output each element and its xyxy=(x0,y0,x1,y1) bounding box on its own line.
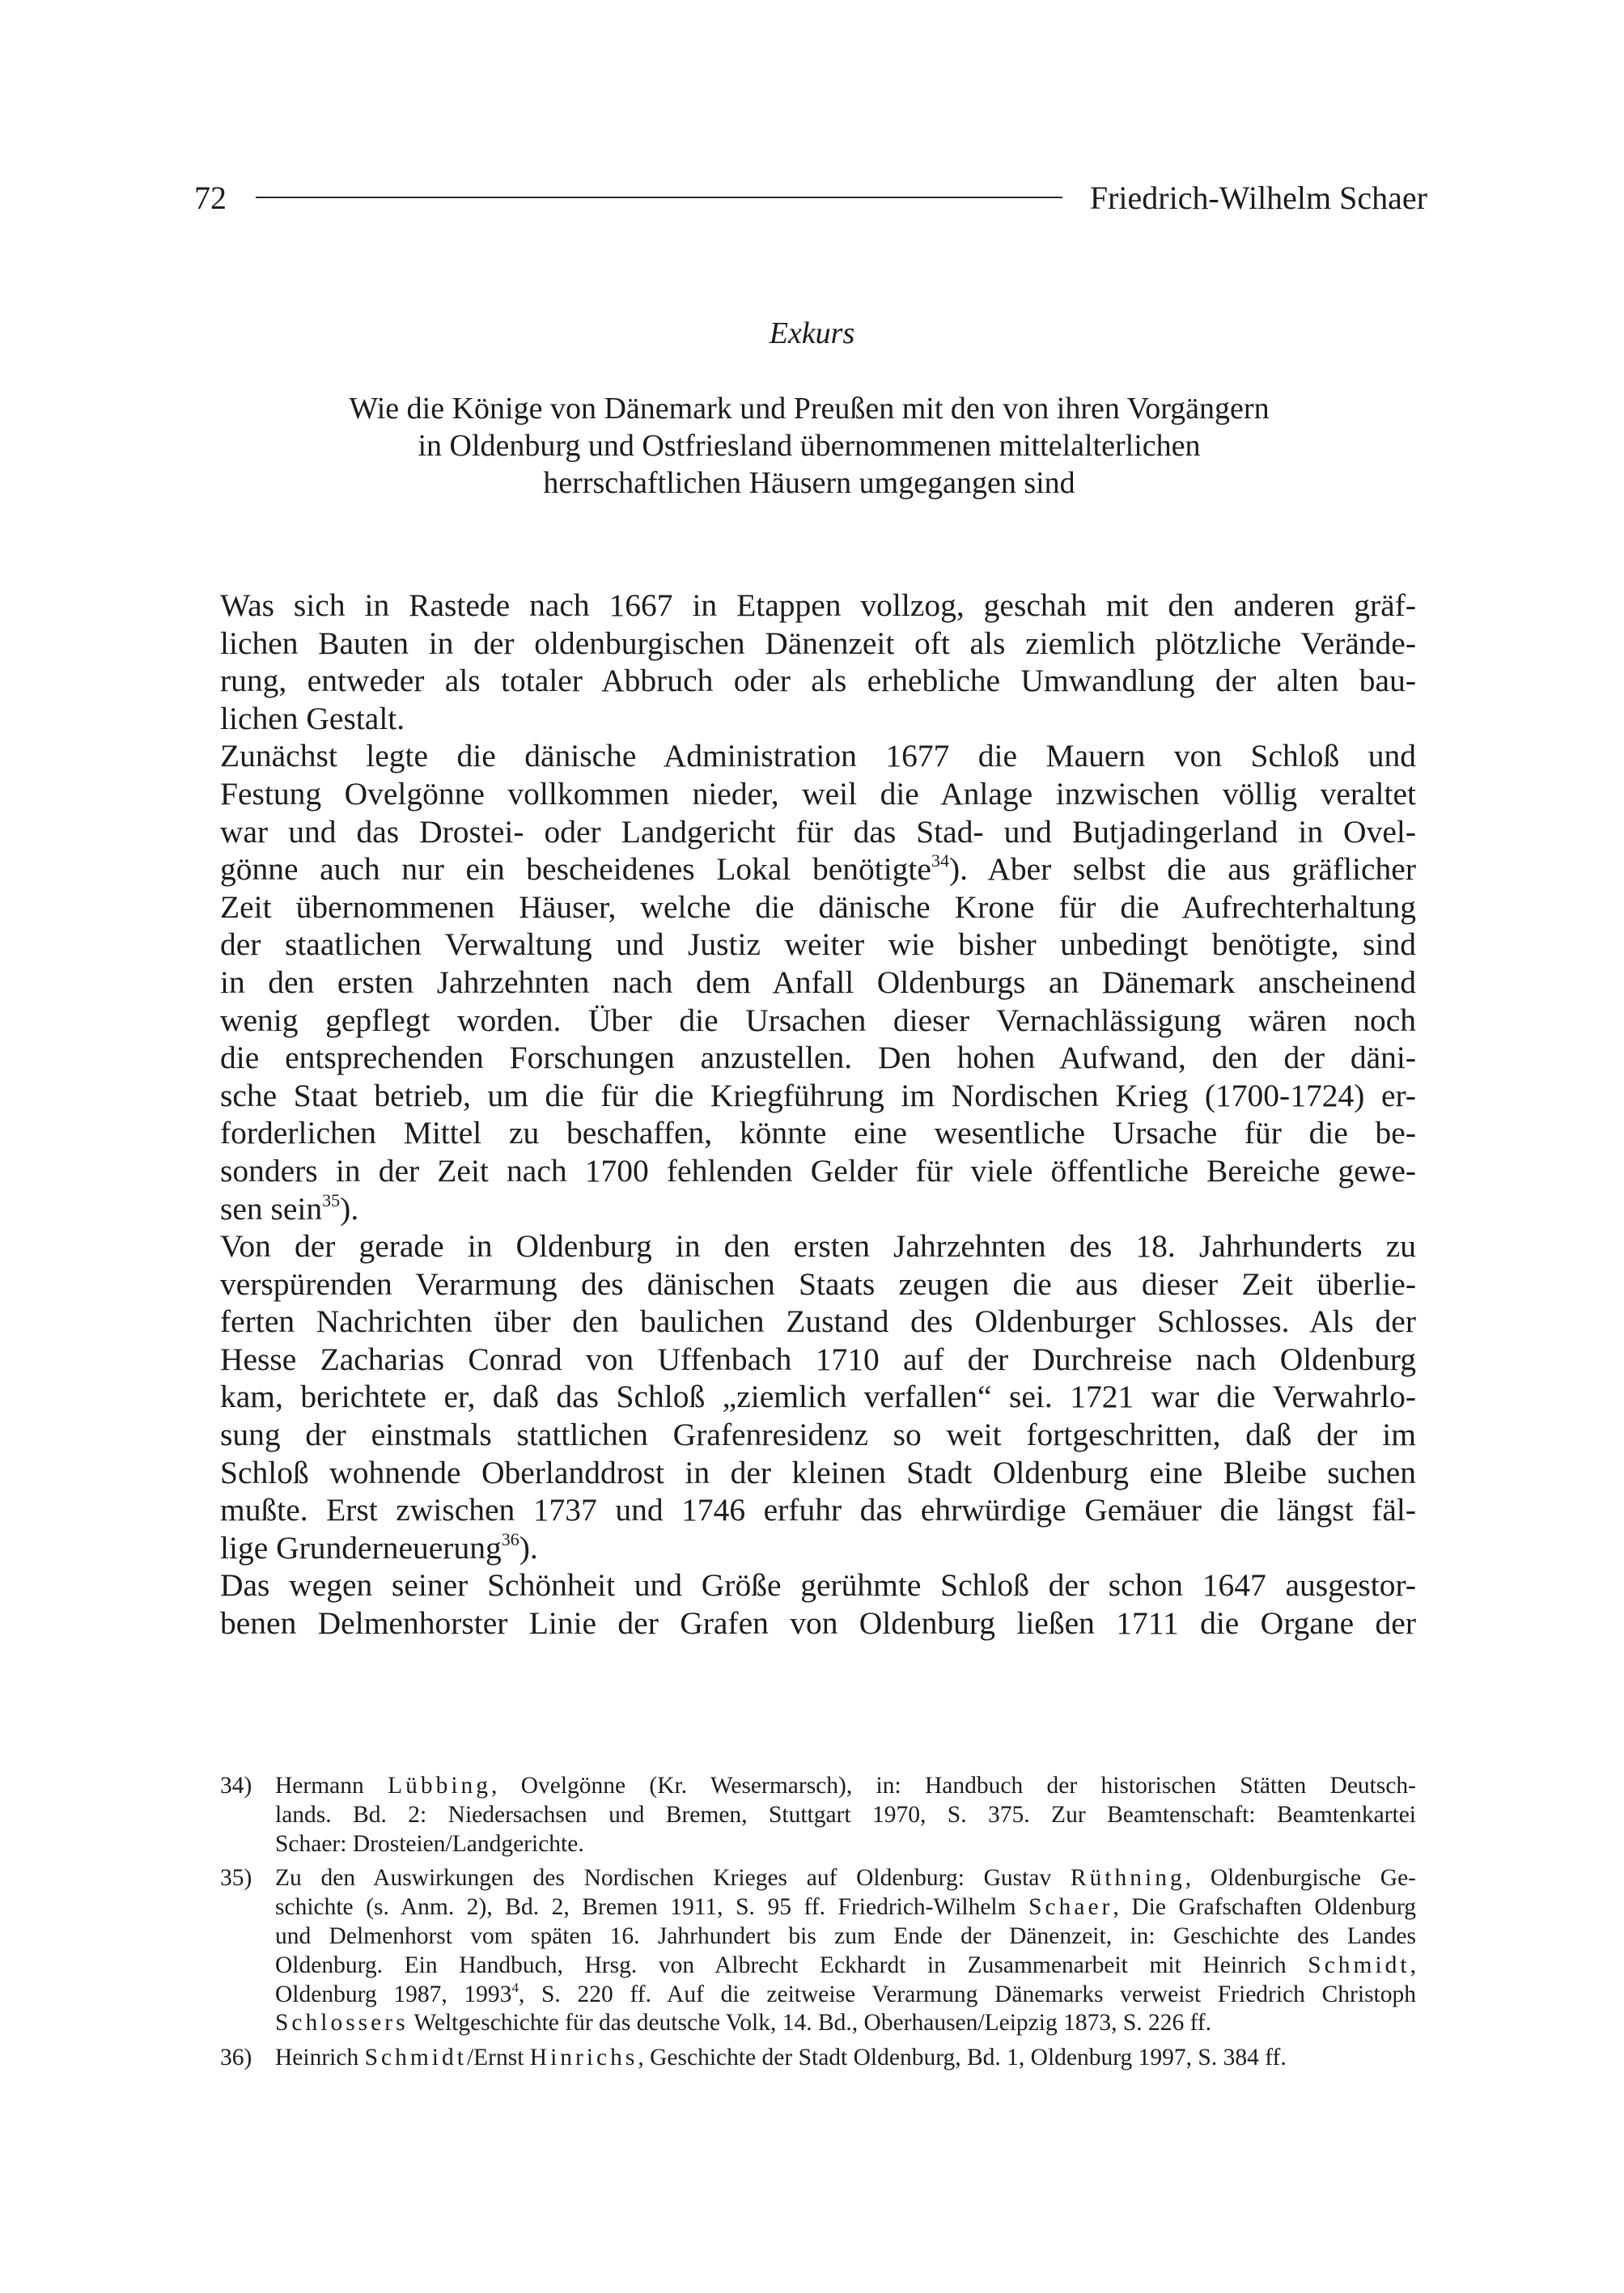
text-line: der staatlichen Verwaltung und Justiz weiter wie bisher unbedingt benötigte, sind xyxy=(220,926,1416,963)
footnote-line: und Delmenhorst vom späten 16. Jahrhundert bis zum Ende der Dänenzeit, in: Geschichte des Landes xyxy=(275,1922,1416,1949)
footnote-line xyxy=(275,1893,1416,1922)
text-line: sonders in der Zeit nach 1700 fehlenden Gelder für viele öffentliche Bereiche gewe- xyxy=(220,1152,1416,1189)
text-line: Hesse Zacharias Conrad von Uffenbach 1710 auf der Durchreise nach Oldenburg xyxy=(220,1341,1416,1377)
text-segment: /Ernst xyxy=(466,2045,530,2071)
running-head xyxy=(194,173,1427,222)
footnote-number: 36) xyxy=(220,2045,252,2071)
text-line: lichen Gestalt. xyxy=(220,700,405,736)
text-segment: Hermann xyxy=(275,1773,388,1799)
footnote-line xyxy=(275,1981,1416,2010)
text-line: forderlichen Mittel zu beschaffen, könnte eine wesentliche Ursache für die be- xyxy=(220,1115,1416,1151)
text-segment: sen sein xyxy=(220,1190,323,1227)
footnote-line xyxy=(275,2009,1416,2038)
text-segment: , xyxy=(1410,1952,1416,1978)
text-segment: Oldenburg. Ein Handbuch, Hrsg. von Albrecht Eckhardt in Zusammenarbeit mit Heinrich xyxy=(275,1952,1308,1978)
footnote-line xyxy=(275,1864,1416,1893)
author-name: Friedrich-Wilhelm Schaer xyxy=(1089,179,1427,216)
text-line: verspürenden Verarmung des dänischen Staats zeugen die aus dieser Zeit überlie- xyxy=(220,1265,1416,1302)
author-spaced: Schlossers xyxy=(275,2010,409,2037)
text-line: kam, berichtete er, daß das Schloß „ziemlich verfallen“ sei. 1721 war die Verwahrlo- xyxy=(220,1379,1416,1415)
author-spaced: Schmidt xyxy=(1308,1952,1410,1978)
text-segment: schichte (s. Anm. 2), Bd. 2, Bremen 1911, S. 95 ff. Friedrich-Wilhelm xyxy=(275,1894,1029,1921)
text-line xyxy=(220,1529,1416,1567)
footnote-line: Schaer: Drosteien/Landgerichte. xyxy=(275,1830,584,1857)
text-segment: gönne auch nur ein bescheidenes Lokal benötigte xyxy=(220,851,931,888)
page-number: 72 xyxy=(194,179,227,216)
author-spaced: Hinrichs xyxy=(529,2045,638,2071)
text-segment: , Geschichte der Stadt Oldenburg, Bd. 1, Oldenburg 1997, S. 384 ff. xyxy=(638,2045,1287,2071)
text-line: wenig gepflegt worden. Über die Ursachen dieser Vernachlässigung wären noch xyxy=(220,1002,1416,1038)
footnote-line xyxy=(275,1772,1416,1801)
text-line: Zunächst legte die dänische Administration 1677 die Mauern von Schloß und xyxy=(220,738,1416,774)
text-line: Das wegen seiner Schönheit und Größe gerühmte Schloß der schon 1647 ausgestor- xyxy=(220,1567,1416,1604)
section-label: Exkurs xyxy=(769,316,855,350)
footnote-36 xyxy=(220,2044,1416,2073)
text-segment: Zu den Auswirkungen des Nordischen Krieges auf Oldenburg: Gustav xyxy=(275,1865,1071,1892)
footnote-line xyxy=(275,2044,1416,2073)
author-spaced: Lübbing xyxy=(388,1773,492,1799)
section-title-line: herrschaftlichen Häusern umgegangen sind xyxy=(543,466,1075,500)
footnote-line: lands. Bd. 2: Niedersachsen und Bremen, Stuttgart 1970, S. 375. Zur Beamtenschaft: Beamtenkartei xyxy=(275,1801,1416,1828)
text-line: rung, entweder als totaler Abbruch oder als erhebliche Umwandlung der alten bau- xyxy=(220,663,1416,699)
footnotes xyxy=(220,1772,1416,2079)
edition-superscript: 4 xyxy=(511,1979,519,1995)
footnote-34 xyxy=(220,1772,1416,1859)
footnote-number: 34) xyxy=(220,1773,252,1799)
footnote-ref-36: 36 xyxy=(501,1528,519,1549)
text-segment: , Ovelgönne (Kr. Wesermarsch), in: Handbuch der historischen Stätten Deutsch- xyxy=(491,1773,1417,1799)
text-segment: Heinrich xyxy=(275,2045,365,2071)
text-line: Von der gerade in Oldenburg in den ersten Jahrzehnten des 18. Jahrhunderts zu xyxy=(220,1228,1416,1265)
text-line: mußte. Erst zwischen 1737 und 1746 erfuhr das ehrwürdige Gemäuer die längst fäl- xyxy=(220,1492,1416,1528)
text-segment: lige Grunderneuerung xyxy=(220,1529,502,1566)
text-line: lichen Bauten in der oldenburgischen Dänenzeit oft als ziemlich plötzliche Verände- xyxy=(220,625,1416,661)
section-title xyxy=(243,390,1376,502)
footnote-line xyxy=(275,1952,1416,1981)
text-line xyxy=(220,850,1416,888)
text-segment: Weltgeschichte für das deutsche Volk, 14. Bd., Oberhausen/Leipzig 1873, S. 226 ff. xyxy=(408,2010,1212,2037)
text-line: ferten Nachrichten über den baulichen Zustand des Oldenburger Schlosses. Als der xyxy=(220,1303,1416,1340)
text-line: die entsprechenden Forschungen anzustellen. Den hohen Aufwand, den der däni- xyxy=(220,1040,1416,1076)
text-segment: , S. 220 ff. Auf die zeitweise Verarmung Dänemarks verweist Friedrich Christoph xyxy=(518,1981,1416,2007)
header-rule xyxy=(256,197,1062,198)
footnote-ref-34: 34 xyxy=(931,850,949,871)
author-spaced: Rüthning xyxy=(1070,1865,1185,1892)
text-line: war und das Drostei- oder Landgericht für das Stad- und Butjadingerland in Ovel- xyxy=(220,813,1416,850)
footnote-35 xyxy=(220,1864,1416,2038)
text-segment: ). xyxy=(340,1190,359,1227)
text-line xyxy=(220,1190,1416,1228)
author-spaced: Schmidt xyxy=(364,2045,467,2071)
body-text xyxy=(220,587,1416,1642)
text-line: Schloß wohnende Oberlanddrost in der kleinen Stadt Oldenburg eine Bleibe suchen xyxy=(220,1454,1416,1490)
text-line: sche Staat betrieb, um die für die Kriegführung im Nordischen Krieg (1700-1724) er- xyxy=(220,1077,1416,1113)
author-spaced: Schaer xyxy=(1028,1894,1113,1921)
section-title-line: in Oldenburg und Ostfriesland übernommenen mittelalterlichen xyxy=(418,429,1201,463)
footnote-ref-35: 35 xyxy=(322,1189,341,1210)
text-line: Zeit übernommenen Häuser, welche die dänische Krone für die Aufrechterhaltung xyxy=(220,888,1416,925)
text-segment: ). Aber selbst die aus gräflicher xyxy=(948,851,1416,888)
text-line: in den ersten Jahrzehnten nach dem Anfall Oldenburgs an Dänemark anscheinend xyxy=(220,964,1416,1000)
text-segment: , Oldenburgische Ge- xyxy=(1185,1865,1416,1892)
text-line: sung der einstmals stattlichen Grafenresidenz so weit fortgeschritten, daß der im xyxy=(220,1417,1416,1453)
text-segment: , Die Grafschaften Oldenburg xyxy=(1113,1894,1417,1921)
section-title-line: Wie die Könige von Dänemark und Preußen mit den von ihren Vorgängern xyxy=(349,392,1270,426)
footnote-number: 35) xyxy=(220,1865,252,1892)
text-segment: ). xyxy=(519,1529,538,1566)
text-segment: Oldenburg 1987, 1993 xyxy=(275,1981,512,2007)
text-line: Was sich in Rastede nach 1667 in Etappen vollzog, geschah mit den anderen gräf- xyxy=(220,587,1416,623)
text-line: Festung Ovelgönne vollkommen nieder, weil die Anlage inzwischen völlig veraltet xyxy=(220,775,1416,812)
text-line: benen Delmenhorster Linie der Grafen von Oldenburg ließen 1711 die Organe der xyxy=(220,1605,1416,1642)
